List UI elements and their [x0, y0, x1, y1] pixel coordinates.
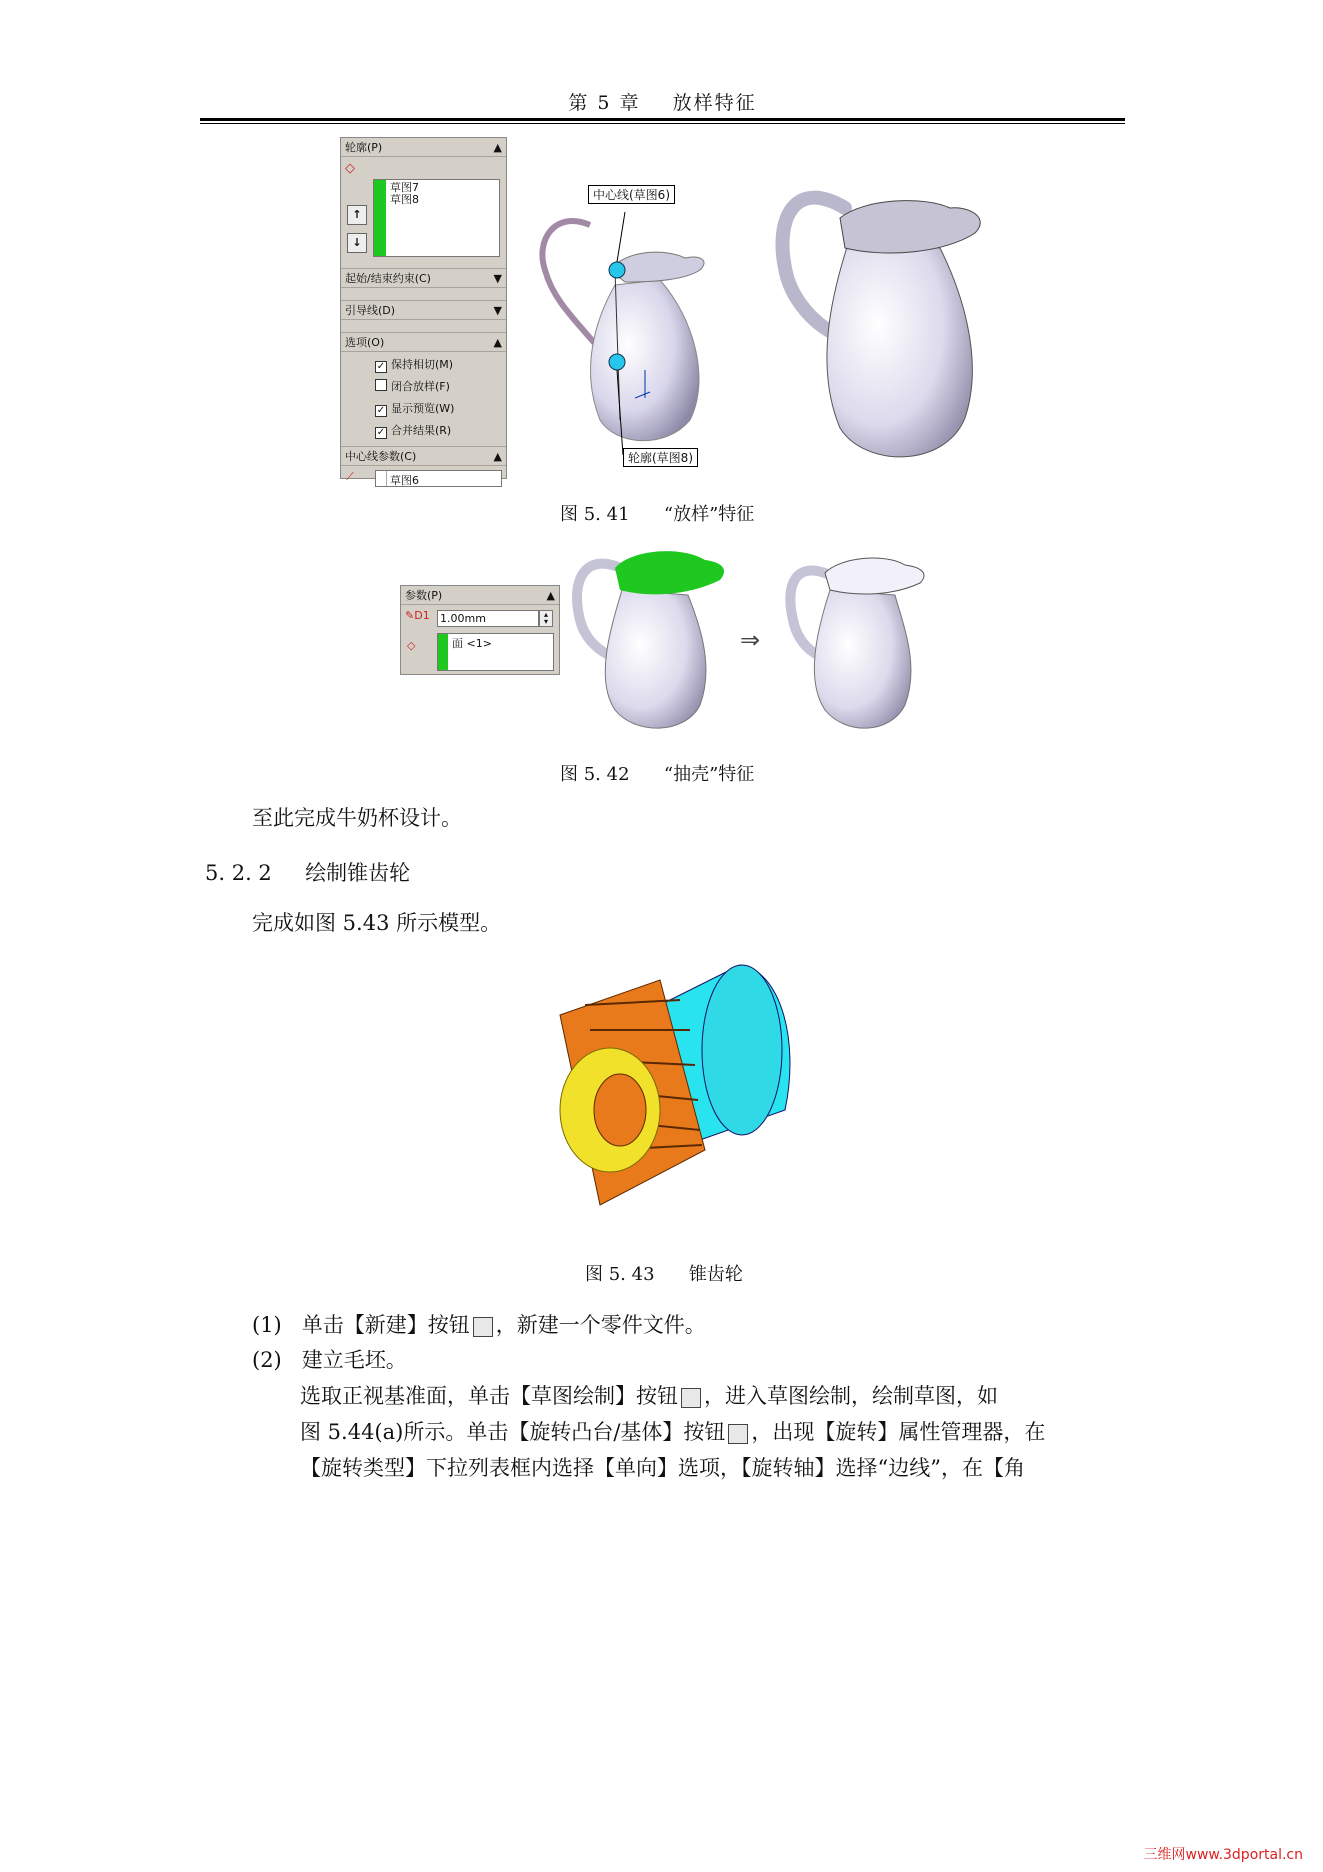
caption-text: 锥齿轮 — [688, 1264, 743, 1285]
caption-text: “放样”特征 — [663, 504, 755, 525]
options-header[interactable] — [341, 332, 506, 352]
thickness-value: 1.00mm — [440, 612, 486, 625]
shell-property-panel — [400, 585, 560, 675]
step-text: 图 5.44(a)所示。单击【旋转凸台/基体】按钮 — [300, 1420, 726, 1444]
step-text: ，新建一个零件文件。 — [495, 1313, 706, 1337]
sketch-icon[interactable] — [681, 1388, 701, 1408]
step-number: (1) — [252, 1313, 282, 1337]
expand-icon: ▼ — [493, 271, 502, 285]
profile-point — [609, 354, 625, 370]
step-text: 建立毛坯。 — [301, 1348, 407, 1372]
bevel-gear-image — [530, 960, 800, 1225]
profile-section-header[interactable] — [341, 138, 506, 157]
paragraph: 完成如图 5.43 所示模型。 — [252, 911, 502, 935]
figure-caption — [585, 1260, 743, 1286]
page-header — [200, 88, 1125, 115]
step-2-line-2 — [300, 1414, 1045, 1450]
profile-section-title: 轮廓(P) — [345, 141, 383, 154]
selected-face — [615, 551, 724, 594]
step-text: ，出现【旋转】属性管理器，在 — [751, 1420, 1046, 1444]
section-number: 5. 2. 2 — [205, 861, 272, 885]
watermark: 三维网www.3dportal.cn — [1143, 1847, 1303, 1863]
chapter-number: 第 5 章 — [568, 92, 641, 114]
options-body — [341, 352, 506, 446]
pitcher-top — [840, 201, 980, 253]
start-end-constraint-header[interactable] — [341, 268, 506, 288]
pitcher-body — [814, 590, 911, 728]
expand-icon: ▼ — [493, 303, 502, 317]
collapse-icon: ▲ — [493, 335, 502, 349]
step-2 — [252, 1342, 407, 1378]
checkbox-unchecked[interactable] — [375, 379, 387, 391]
step-text: 选取正视基准面，单击【草图绘制】按钮 — [300, 1384, 678, 1408]
step-text: 单击【新建】按钮 — [301, 1313, 470, 1337]
checkbox-checked[interactable]: ✓ — [376, 361, 386, 372]
loft-property-panel — [340, 137, 507, 487]
centerline-field-value: 草图6 — [390, 474, 419, 487]
shell-selected-face-image — [570, 540, 730, 735]
move-down-button[interactable]: ↓ — [347, 233, 367, 253]
option-label: 显示预览(W) — [391, 402, 455, 415]
step-1 — [252, 1307, 706, 1343]
section-title: 绘制锥齿轮 — [305, 861, 411, 885]
centerline-params-header[interactable] — [341, 446, 506, 466]
profile-point — [609, 262, 625, 278]
option-label: 保持相切(M) — [391, 358, 454, 371]
pitcher-body — [827, 238, 972, 457]
option-show-preview[interactable] — [375, 398, 506, 420]
step-text: ，进入草图绘制，绘制草图，如 — [704, 1384, 998, 1408]
caption-number: 图 5. 41 — [560, 504, 630, 525]
step-2-line-1 — [300, 1378, 998, 1414]
params-header[interactable] — [401, 586, 559, 605]
paragraph: 至此完成牛奶杯设计。 — [252, 806, 462, 830]
profile-list[interactable] — [373, 179, 500, 257]
option-merge-result[interactable] — [375, 420, 506, 442]
new-document-icon[interactable] — [473, 1317, 493, 1337]
move-up-button[interactable]: ↑ — [347, 205, 367, 225]
guide-curves-header[interactable] — [341, 300, 506, 320]
pitcher-shell-opening — [825, 558, 924, 594]
option-keep-tangent[interactable] — [375, 354, 506, 376]
profile-callout: 轮廓(草图8) — [623, 448, 698, 467]
arrow-icon: ⇒ — [740, 626, 761, 654]
profile-item[interactable]: 草图7 — [390, 181, 419, 194]
checkbox-checked[interactable]: ✓ — [376, 427, 386, 438]
face-item[interactable]: 面 <1> — [452, 637, 492, 650]
face-icon: ◇ — [407, 639, 416, 652]
pitcher-body — [605, 590, 706, 728]
option-label: 闭合放样(F) — [391, 380, 450, 393]
revolve-boss-icon[interactable] — [728, 1424, 748, 1444]
faces-list[interactable] — [437, 633, 554, 671]
collapse-icon: ▲ — [493, 140, 502, 154]
gear-hub-face — [702, 965, 782, 1135]
thickness-icon: ✎D1 — [405, 609, 430, 622]
profile-list-color-bar — [374, 180, 386, 256]
profile-section-body — [341, 157, 506, 262]
guide-curves-title: 引导线(D) — [345, 304, 396, 317]
figure-caption — [560, 760, 754, 786]
collapse-icon: ▲ — [493, 449, 502, 463]
pitcher-body — [591, 280, 699, 441]
caption-number: 图 5. 42 — [560, 764, 630, 785]
centerline-params-body — [341, 466, 506, 492]
step-number: (2) — [252, 1348, 282, 1372]
figure-caption — [560, 500, 754, 526]
caption-text: “抽壳”特征 — [663, 764, 755, 785]
header-rule — [200, 118, 1125, 121]
shell-result-image — [785, 545, 930, 735]
header-rule-thin — [200, 123, 1125, 124]
option-close-loft[interactable] — [375, 376, 506, 398]
step-2-line-3: 【旋转类型】下拉列表框内选择【单向】选项，【旋转轴】选择“边线”，在【角 — [300, 1456, 1025, 1480]
option-label: 合并结果(R) — [391, 424, 452, 437]
centerline-field-swatch — [376, 471, 387, 486]
thickness-spinner[interactable]: ▴ ▾ — [539, 610, 553, 627]
loft-result-image — [775, 178, 995, 478]
centerline-icon: ⟋ — [346, 470, 354, 483]
loft-preview-image — [525, 170, 745, 475]
params-body — [401, 605, 559, 671]
centerline-params-title: 中心线参数(C) — [345, 450, 417, 463]
thickness-input[interactable] — [437, 610, 539, 627]
section-heading — [205, 855, 410, 891]
start-end-constraint-title: 起始/结束约束(C) — [345, 272, 431, 285]
centerline-callout: 中心线(草图6) — [588, 185, 675, 204]
profile-item[interactable]: 草图8 — [390, 193, 419, 206]
faces-list-color-bar — [438, 634, 448, 670]
checkbox-checked[interactable]: ✓ — [376, 405, 386, 416]
chapter-title: 放样特征 — [672, 92, 757, 114]
collapse-icon: ▲ — [546, 588, 555, 602]
centerline-field[interactable] — [375, 470, 502, 487]
caption-number: 图 5. 43 — [585, 1264, 655, 1285]
gear-bore — [594, 1074, 646, 1146]
profile-icon: ◇ — [345, 161, 355, 176]
params-title: 参数(P) — [405, 589, 443, 602]
options-title: 选项(O) — [345, 336, 385, 349]
